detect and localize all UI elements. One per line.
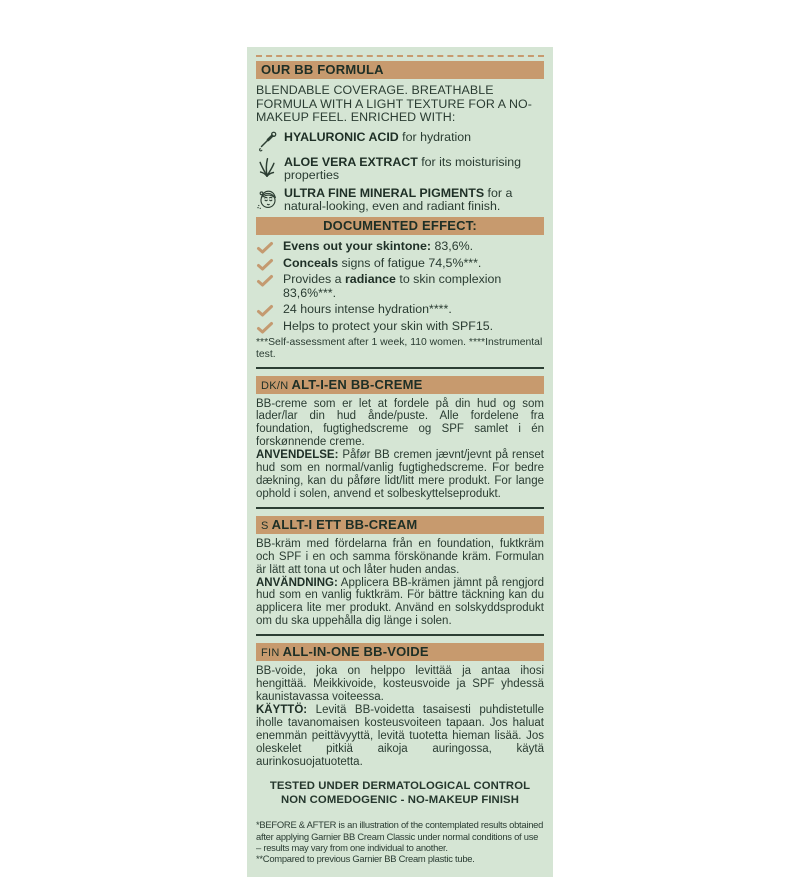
section-header-label: ALL-IN-ONE BB-VOIDE (282, 644, 429, 660)
language-code: DK/N (261, 379, 289, 392)
item-rest: signs of fatigue 74,5%***. (338, 255, 482, 270)
claim-line: TESTED UNDER DERMATOLOGICAL CONTROL (269, 780, 531, 793)
dropper-icon (256, 130, 280, 152)
section-divider (256, 507, 544, 509)
language-usage-text (256, 704, 544, 769)
item-rest: to skin complexion 83,6%***. (283, 272, 502, 300)
list-item-text (283, 257, 481, 271)
ingredient-name: HYALURONIC ACID (284, 129, 399, 144)
section-header-fin (256, 643, 544, 661)
effect-footnote: ***Self-assessment after 1 week, 110 women. ****Instrumental test. (256, 336, 543, 360)
dermatological-claims (256, 780, 544, 807)
ingredient-row (256, 156, 544, 183)
list-item-text (283, 240, 473, 254)
ingredient-text (284, 156, 544, 183)
bb-cream-pack-back-panel (247, 47, 553, 877)
usage-text: Applicera BB-krämen jämnt på rengjord hud som en vanlig fuktkräm. För bättre täckning kan du applicera lite mer produkt. Använd en solskyddsprodukt om du ska uppehålla dig länge i solen. (256, 576, 544, 628)
usage-label: ANVENDELSE: (256, 449, 339, 462)
fine-print (256, 819, 544, 864)
ingredient-name: ALOE VERA EXTRACT (284, 154, 418, 169)
face-icon (256, 186, 280, 212)
ingredient-text (284, 187, 544, 214)
list-item (256, 273, 544, 301)
checkmark-icon (257, 322, 275, 334)
ingredient-name: ULTRA FINE MINERAL PIGMENTS (284, 185, 485, 200)
language-body-text: BB-kräm med fördelarna från en foundation, fuktkräm och SPF i en och samma förskönande kräm. Formulan är lätt att tona ut och låter huden andas. (256, 537, 544, 576)
section-divider (256, 367, 544, 369)
ingredient-text (284, 131, 471, 144)
section-header-label: ALT-I-EN BB-CREME (291, 376, 423, 392)
formula-intro-text: BLENDABLE COVERAGE. BREATHABLE FORMULA WITH A LIGHT TEXTURE FOR A NO-MAKEUP FEEL. ENRICHED WITH: (256, 83, 532, 125)
ingredient-desc: for its moisturising properties (284, 154, 522, 183)
language-code: FIN (261, 647, 280, 660)
item-bold: radiance (344, 272, 396, 287)
documented-effect-list (256, 240, 544, 333)
fine-print-line: **Compared to previous Garnier BB Cream plastic tube. (256, 853, 475, 865)
language-body-text: BB-creme som er let at fordele på din hud og som lader/lar din hud ånde/puste. Alle fordelene fra foundation, fugtighedscreme og SPF samlet i én forskønnende creme. (256, 397, 544, 449)
section-header-dkn (256, 376, 544, 394)
item-rest: Helps to protect your skin with SPF15. (283, 318, 494, 333)
fine-print-line: *BEFORE & AFTER is an illustration of the contemplated results obtained after applying Garnier BB Cream Classic under normal conditions of use – results may vary from one individual to another. (256, 819, 544, 853)
list-item (256, 303, 544, 317)
usage-text: Levitä BB-voidetta tasaisesti puhdistetulle iholle tavanomaisen kosteusvoiteen tapaan. Jos haluat enemmän peittävyyttä, levitä tuotetta hieman lisää. Jos oleskelet pitkiä aikoja auringossa, käytä aurinkosuojatuotetta. (256, 703, 544, 768)
aloe-vera-icon (256, 155, 280, 179)
language-usage-text (256, 577, 544, 629)
section-header-label: ALLT-I ETT BB-CREAM (271, 516, 418, 532)
ingredient-desc: for hydration (398, 129, 472, 144)
usage-label: ANVÄNDNING: (256, 576, 338, 589)
checkmark-icon (257, 259, 275, 271)
section-header-s (256, 516, 544, 534)
list-item (256, 320, 544, 334)
list-item-text (283, 303, 452, 317)
list-item (256, 240, 544, 254)
section-header-documented-effect (256, 217, 544, 235)
section-header-our-bb-formula (256, 61, 544, 79)
item-pre: Provides a (283, 272, 345, 287)
language-body-text: BB-voide, joka on helppo levittää ja antaa ihosi hengittää. Meikkivoide, kosteusvoide ja SPF yhdessä kaunistavassa voiteessa. (256, 665, 544, 703)
item-bold: Evens out your skintone: (283, 239, 432, 254)
language-usage-text (256, 449, 544, 501)
ingredient-row (256, 131, 544, 152)
list-item-text (283, 273, 544, 301)
dashed-divider (256, 55, 544, 57)
item-rest: 83,6%. (431, 239, 474, 254)
ingredient-desc: for a natural-looking, even and radiant finish. (284, 185, 513, 213)
checkmark-icon (257, 305, 275, 317)
usage-text: Påfør BB cremen jævnt/jevnt på renset hud som en normal/vanlig fugtighedscreme. For bedre dækning, kan du påføre lidt/litt mere produkt. For lange ophold i solen, anvend et solbeskyttelseprodukt. (256, 449, 544, 500)
item-rest: 24 hours intense hydration****. (283, 302, 452, 317)
claim-line: NON COMEDOGENIC - NO-MAKEUP FINISH (281, 793, 519, 806)
list-item-text (283, 320, 493, 334)
checkmark-icon (257, 242, 275, 254)
item-bold: Conceals (283, 255, 339, 270)
language-code: S (261, 519, 269, 532)
section-header-label: OUR BB FORMULA (261, 62, 384, 77)
section-header-label: DOCUMENTED EFFECT: (323, 218, 477, 234)
ingredient-row (256, 187, 544, 214)
list-item (256, 257, 544, 271)
section-divider (256, 634, 544, 636)
checkmark-icon (257, 275, 275, 287)
usage-label: KÄYTTÖ: (256, 703, 308, 716)
